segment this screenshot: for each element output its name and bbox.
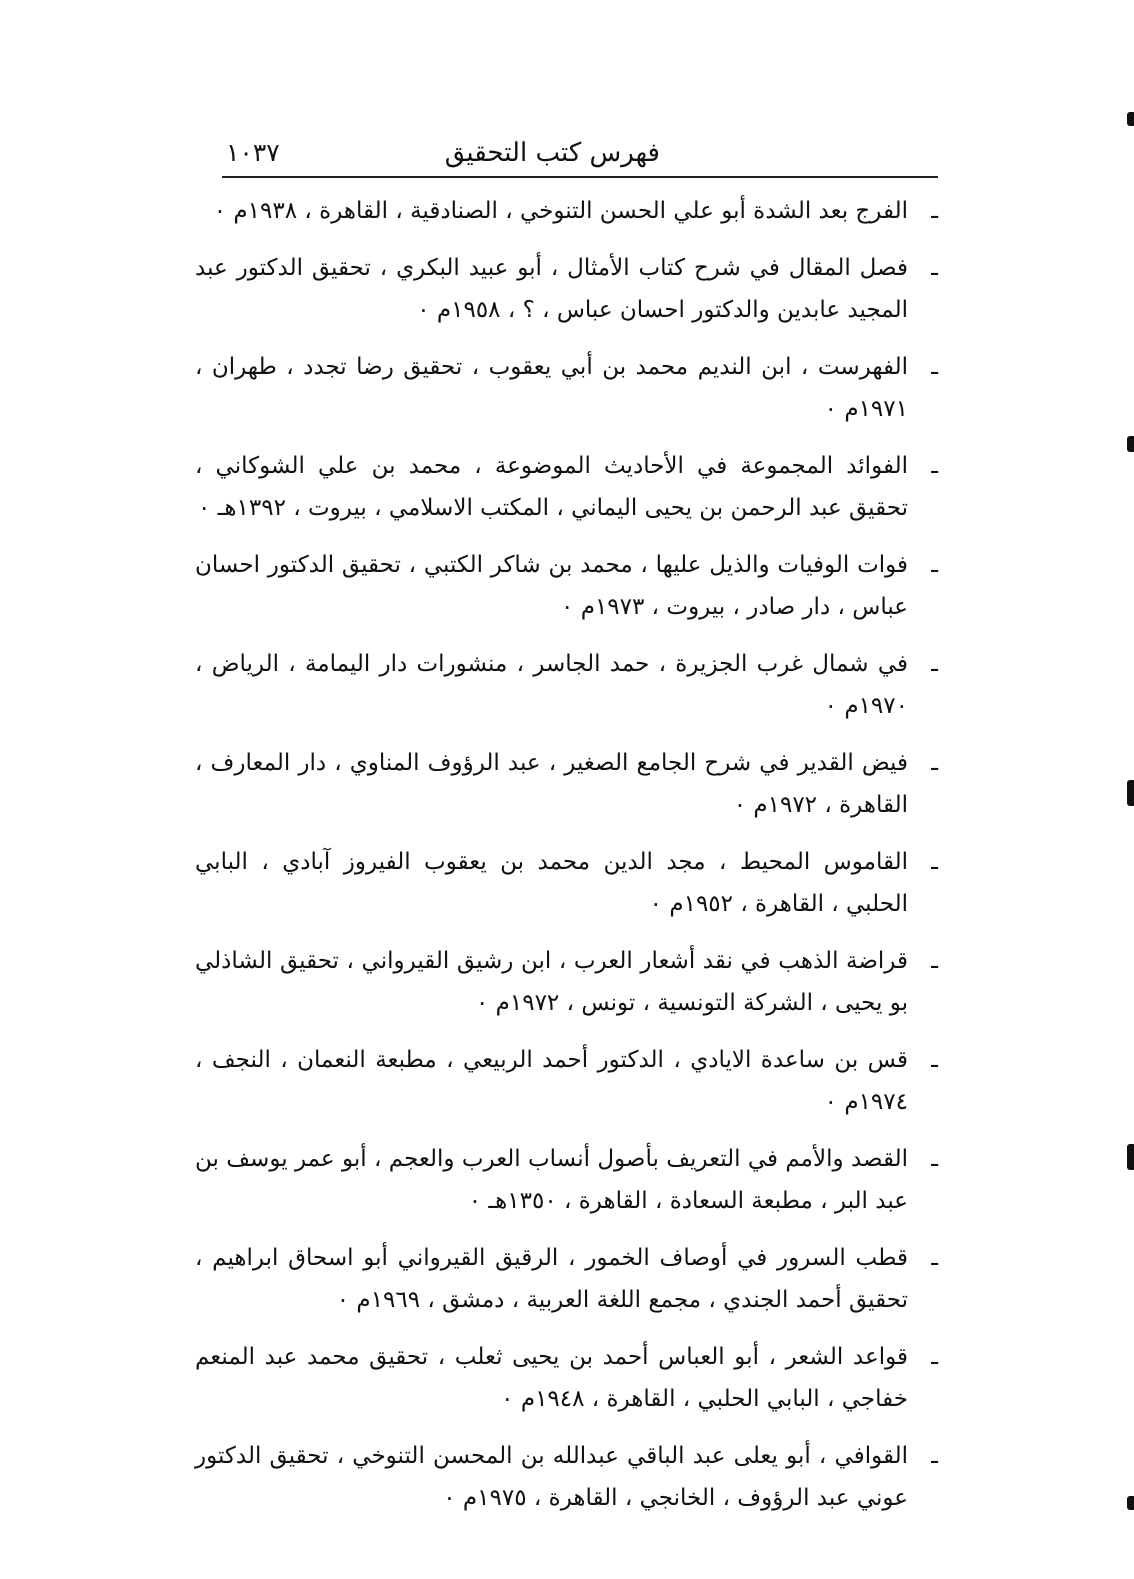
- bibliography-entry: [195, 1435, 938, 1519]
- entry-dash: ـ: [931, 651, 938, 677]
- page-number: ١٠٣٧: [226, 138, 280, 167]
- entry-dash: ـ: [931, 1443, 938, 1469]
- entry-text: القاموس المحيط ، مجد الدين محمد بن يعقوب الفيروز آبادي ، البابي الحلبي ، القاهرة ، ١٩٥٢م ٠: [195, 849, 908, 917]
- entry-text: قس بن ساعدة الايادي ، الدكتور أحمد الربيعي ، مطبعة النعمان ، النجف ، ١٩٧٤م ٠: [195, 1047, 908, 1115]
- bibliography-entry: [195, 190, 938, 232]
- entry-dash: ـ: [931, 1047, 938, 1073]
- bibliography-entry: [195, 247, 938, 331]
- entry-text: في شمال غرب الجزيرة ، حمد الجاسر ، منشورات دار اليمامة ، الرياض ، ١٩٧٠م ٠: [195, 651, 908, 719]
- bibliography-entry: [195, 445, 938, 529]
- bibliography-entry: [195, 742, 938, 826]
- scan-edge-mark: [1127, 1496, 1134, 1510]
- page-header: [222, 136, 938, 176]
- entry-dash: ـ: [931, 1245, 938, 1271]
- bibliography-entry: [195, 940, 938, 1024]
- entry-text: القصد والأمم في التعريف بأصول أنساب العرب والعجم ، أبو عمر يوسف بن عبد البر ، مطبعة السعادة ، القاهرة ، ١٣٥٠هـ ٠: [195, 1146, 908, 1214]
- entry-dash: ـ: [931, 948, 938, 974]
- bibliography-entry: [195, 643, 938, 727]
- entry-text: فصل المقال في شرح كتاب الأمثال ، أبو عبيد البكري ، تحقيق الدكتور عبد المجيد عابدين والدكتور احسان عباس ، ؟ ، ١٩٥٨م ٠: [195, 255, 908, 323]
- running-title: فهرس كتب التحقيق: [444, 138, 660, 168]
- entry-dash: ـ: [931, 1146, 938, 1172]
- bibliography-entry: [195, 1336, 938, 1420]
- entry-text: القوافي ، أبو يعلى عبد الباقي عبدالله بن المحسن التنوخي ، تحقيق الدكتور عوني عبد الرؤوف ، الخانجي ، القاهرة ، ١٩٧٥م ٠: [195, 1443, 908, 1511]
- entry-dash: ـ: [931, 255, 938, 281]
- entry-dash: ـ: [931, 354, 938, 380]
- scan-edge-mark: [1127, 780, 1134, 806]
- bibliography-entry: [195, 544, 938, 628]
- entry-text: الفرج بعد الشدة أبو علي الحسن التنوخي ، الصنادقية ، القاهرة ، ١٩٣٨م ٠: [213, 198, 908, 224]
- entry-dash: ـ: [931, 198, 938, 224]
- entry-text: فوات الوفيات والذيل عليها ، محمد بن شاكر الكتبي ، تحقيق الدكتور احسان عباس ، دار صادر ، بيروت ، ١٩٧٣م ٠: [195, 552, 908, 620]
- entry-text: الفوائد المجموعة في الأحاديث الموضوعة ، محمد بن علي الشوكاني ، تحقيق عبد الرحمن بن يحيى اليماني ، المكتب الاسلامي ، بيروت ، ١٣٩٢هـ ٠: [195, 453, 908, 521]
- entry-text: الفهرست ، ابن النديم محمد بن أبي يعقوب ، تحقيق رضا تجدد ، طهران ، ١٩٧١م ٠: [195, 354, 908, 422]
- entry-text: فيض القدير في شرح الجامع الصغير ، عبد الرؤوف المناوي ، دار المعارف ، القاهرة ، ١٩٧٢م ٠: [195, 750, 908, 818]
- entry-dash: ـ: [931, 849, 938, 875]
- entry-text: قطب السرور في أوصاف الخمور ، الرقيق القيرواني أبو اسحاق ابراهيم ، تحقيق أحمد الجندي ، مجمع اللغة العربية ، دمشق ، ١٩٦٩م ٠: [195, 1245, 908, 1313]
- bibliography-entry: [195, 1138, 938, 1222]
- bibliography-entry: [195, 1039, 938, 1123]
- scan-edge-mark: [1127, 436, 1134, 452]
- entry-text: قراضة الذهب في نقد أشعار العرب ، ابن رشيق القيرواني ، تحقيق الشاذلي بو يحيى ، الشركة التونسية ، تونس ، ١٩٧٢م ٠: [195, 948, 908, 1016]
- header-rule: [222, 176, 938, 178]
- entry-dash: ـ: [931, 552, 938, 578]
- bibliography-entry: [195, 841, 938, 925]
- entry-dash: ـ: [931, 453, 938, 479]
- bibliography-entry: [195, 1237, 938, 1321]
- entry-text: قواعد الشعر ، أبو العباس أحمد بن يحيى ثعلب ، تحقيق محمد عبد المنعم خفاجي ، البابي الحلبي ، القاهرة ، ١٩٤٨م ٠: [195, 1344, 908, 1412]
- bibliography-entry: [195, 346, 938, 430]
- entry-dash: ـ: [931, 750, 938, 776]
- bibliography-list: [195, 190, 938, 1534]
- entry-dash: ـ: [931, 1344, 938, 1370]
- scan-edge-mark: [1127, 112, 1134, 126]
- scan-edge-mark: [1127, 1144, 1134, 1170]
